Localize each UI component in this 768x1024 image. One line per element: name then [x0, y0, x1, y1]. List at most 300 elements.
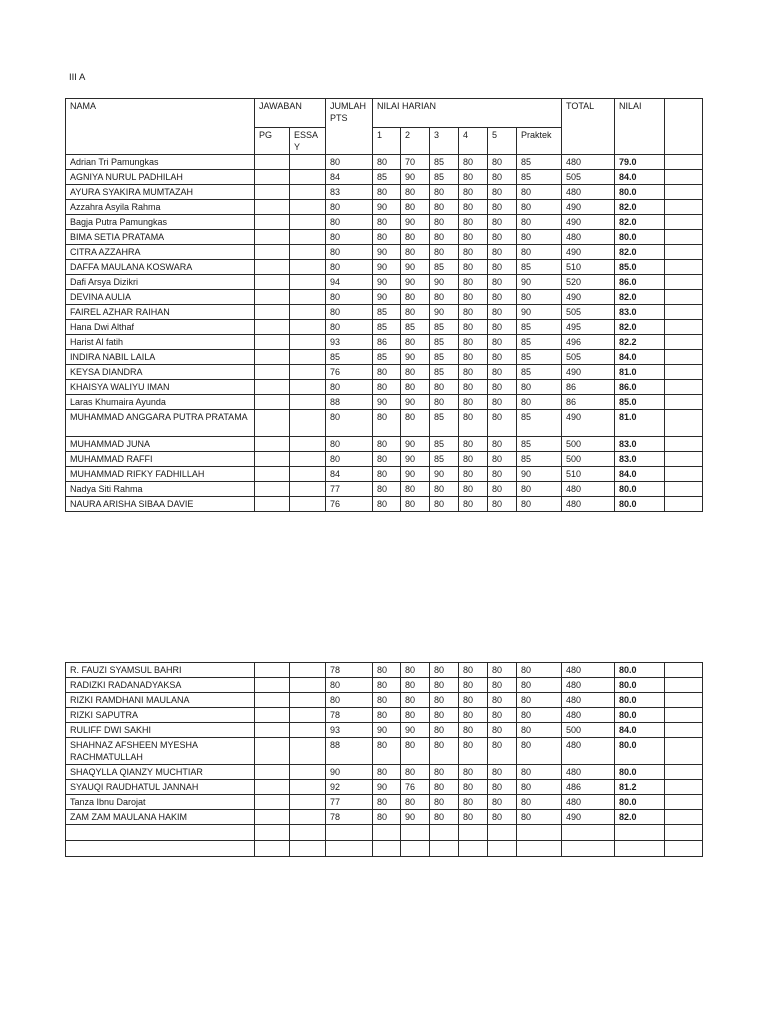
jumlah-pts-cell: 90 — [326, 765, 373, 780]
student-name-cell: AGNIYA NURUL PADHILAH — [66, 170, 255, 185]
jumlah-pts-cell: 78 — [326, 810, 373, 825]
table-row — [66, 678, 703, 693]
blank-cell — [665, 275, 703, 290]
nilai-harian-3-cell: 85 — [430, 350, 459, 365]
nilai-harian-4-cell: 80 — [459, 410, 488, 437]
jumlah-pts-cell: 85 — [326, 350, 373, 365]
essay-cell — [290, 380, 326, 395]
essay-cell — [290, 275, 326, 290]
nilai-harian-1-cell: 90 — [373, 395, 401, 410]
nilai-harian-1-cell: 85 — [373, 170, 401, 185]
table-row — [66, 765, 703, 780]
praktek-cell — [517, 825, 562, 841]
table-row — [66, 723, 703, 738]
nilai-harian-1-cell: 90 — [373, 200, 401, 215]
nilai-harian-1-cell: 85 — [373, 350, 401, 365]
total-cell: 500 — [562, 452, 615, 467]
total-cell: 480 — [562, 497, 615, 512]
total-cell: 495 — [562, 320, 615, 335]
total-cell: 505 — [562, 350, 615, 365]
nilai-harian-1-cell: 90 — [373, 290, 401, 305]
nilai-harian-1-cell: 80 — [373, 365, 401, 380]
total-cell: 480 — [562, 230, 615, 245]
praktek-cell: 85 — [517, 365, 562, 380]
header-h5: 5 — [488, 128, 517, 155]
jumlah-pts-cell: 93 — [326, 723, 373, 738]
nilai-harian-5-cell: 80 — [488, 395, 517, 410]
nilai-harian-5-cell: 80 — [488, 810, 517, 825]
header-row — [66, 99, 703, 128]
student-name-cell: FAIREL AZHAR RAIHAN — [66, 305, 255, 320]
nilai-harian-4-cell: 80 — [459, 437, 488, 452]
blank-cell — [665, 335, 703, 350]
nilai-harian-4-cell: 80 — [459, 810, 488, 825]
pg-cell — [255, 780, 290, 795]
nilai-harian-4-cell: 80 — [459, 350, 488, 365]
blank-cell — [665, 841, 703, 857]
nilai-harian-5-cell: 80 — [488, 320, 517, 335]
nilai-harian-5-cell: 80 — [488, 260, 517, 275]
nilai-harian-3-cell: 80 — [430, 765, 459, 780]
jumlah-pts-cell: 80 — [326, 380, 373, 395]
student-name-cell: KHAISYA WALIYU IMAN — [66, 380, 255, 395]
nilai-harian-2-cell: 80 — [401, 708, 430, 723]
table-row — [66, 738, 703, 765]
nilai-harian-5-cell: 80 — [488, 738, 517, 765]
nilai-harian-5-cell: 80 — [488, 437, 517, 452]
header-h4: 4 — [459, 128, 488, 155]
total-cell: 480 — [562, 693, 615, 708]
nilai-cell: 80.0 — [615, 663, 665, 678]
nilai-harian-5-cell: 80 — [488, 678, 517, 693]
nilai-harian-5-cell: 80 — [488, 663, 517, 678]
nilai-harian-4-cell: 80 — [459, 482, 488, 497]
nilai-harian-3-cell: 85 — [430, 437, 459, 452]
table-row — [66, 395, 703, 410]
nilai-harian-3-cell: 85 — [430, 365, 459, 380]
blank-cell — [665, 482, 703, 497]
nilai-harian-2-cell: 90 — [401, 395, 430, 410]
nilai-harian-5-cell: 80 — [488, 155, 517, 170]
nilai-harian-4-cell: 80 — [459, 260, 488, 275]
praktek-cell: 85 — [517, 335, 562, 350]
nilai-harian-3-cell: 80 — [430, 678, 459, 693]
nilai-harian-4-cell: 80 — [459, 678, 488, 693]
table-row — [66, 320, 703, 335]
total-cell: 480 — [562, 155, 615, 170]
nilai-harian-4-cell: 80 — [459, 708, 488, 723]
nilai-harian-3-cell: 85 — [430, 260, 459, 275]
blank-cell — [665, 365, 703, 380]
nilai-harian-2-cell: 80 — [401, 482, 430, 497]
student-name-cell: Dafi Arsya Dizikri — [66, 275, 255, 290]
nilai-harian-2-cell: 80 — [401, 663, 430, 678]
table-row — [66, 708, 703, 723]
praktek-cell: 80 — [517, 215, 562, 230]
blank-cell — [665, 437, 703, 452]
student-name-cell: Hana Dwi Althaf — [66, 320, 255, 335]
essay-cell — [290, 467, 326, 482]
nilai-harian-4-cell: 80 — [459, 155, 488, 170]
praktek-cell: 85 — [517, 170, 562, 185]
essay-cell — [290, 482, 326, 497]
praktek-cell: 80 — [517, 765, 562, 780]
blank-cell — [665, 170, 703, 185]
student-name-cell: Tanza Ibnu Darojat — [66, 795, 255, 810]
nilai-harian-3-cell: 80 — [430, 185, 459, 200]
praktek-cell: 85 — [517, 410, 562, 437]
nilai-harian-4-cell: 80 — [459, 215, 488, 230]
praktek-cell: 80 — [517, 290, 562, 305]
praktek-cell: 80 — [517, 482, 562, 497]
jumlah-pts-cell: 76 — [326, 497, 373, 512]
total-cell: 510 — [562, 260, 615, 275]
header-praktek: Praktek — [517, 128, 562, 155]
nilai-harian-1-cell: 80 — [373, 497, 401, 512]
blank-cell — [665, 678, 703, 693]
nilai-cell: 83.0 — [615, 437, 665, 452]
nilai-harian-5-cell: 80 — [488, 275, 517, 290]
table-row — [66, 260, 703, 275]
pg-cell — [255, 410, 290, 437]
nilai-harian-2-cell: 90 — [401, 452, 430, 467]
total-cell: 86 — [562, 380, 615, 395]
nilai-harian-5-cell: 80 — [488, 410, 517, 437]
header-pg: PG — [255, 128, 290, 155]
nilai-harian-5-cell: 80 — [488, 305, 517, 320]
student-name-cell: RIZKI RAMDHANI MAULANA — [66, 693, 255, 708]
blank-cell — [665, 467, 703, 482]
pg-cell — [255, 365, 290, 380]
table-row — [66, 365, 703, 380]
nilai-harian-3-cell: 80 — [430, 723, 459, 738]
nilai-cell: 83.0 — [615, 452, 665, 467]
nilai-cell: 80.0 — [615, 708, 665, 723]
student-name-cell: DAFFA MAULANA KOSWARA — [66, 260, 255, 275]
nilai-harian-2-cell: 80 — [401, 335, 430, 350]
pg-cell — [255, 305, 290, 320]
nilai-harian-2-cell: 90 — [401, 275, 430, 290]
blank-cell — [665, 663, 703, 678]
blank-cell — [665, 245, 703, 260]
header-nilai-harian: NILAI HARIAN — [373, 99, 562, 128]
essay-cell — [290, 215, 326, 230]
total-cell: 510 — [562, 467, 615, 482]
empty-row — [66, 841, 703, 857]
nilai-harian-2-cell: 80 — [401, 380, 430, 395]
essay-cell — [290, 738, 326, 765]
pg-cell — [255, 467, 290, 482]
total-cell: 480 — [562, 482, 615, 497]
nilai-harian-1-cell: 80 — [373, 437, 401, 452]
nilai-harian-3-cell: 85 — [430, 155, 459, 170]
nilai-harian-5-cell: 80 — [488, 380, 517, 395]
table-row — [66, 497, 703, 512]
nilai-harian-2-cell: 80 — [401, 245, 430, 260]
nilai-harian-2-cell — [401, 825, 430, 841]
total-cell — [562, 841, 615, 857]
nilai-harian-5-cell: 80 — [488, 290, 517, 305]
header-h1: 1 — [373, 128, 401, 155]
table-row — [66, 663, 703, 678]
pg-cell — [255, 482, 290, 497]
nilai-harian-2-cell: 85 — [401, 320, 430, 335]
nilai-harian-5-cell: 80 — [488, 215, 517, 230]
nilai-harian-2-cell: 90 — [401, 467, 430, 482]
praktek-cell: 80 — [517, 185, 562, 200]
nilai-harian-4-cell: 80 — [459, 170, 488, 185]
nilai-harian-2-cell: 80 — [401, 497, 430, 512]
nilai-harian-1-cell: 80 — [373, 765, 401, 780]
student-name-cell — [66, 841, 255, 857]
jumlah-pts-cell: 93 — [326, 335, 373, 350]
table-row — [66, 275, 703, 290]
total-cell: 490 — [562, 810, 615, 825]
nilai-harian-2-cell: 80 — [401, 200, 430, 215]
nilai-harian-1-cell: 80 — [373, 708, 401, 723]
student-name-cell — [66, 825, 255, 841]
nilai-harian-1-cell: 80 — [373, 215, 401, 230]
nilai-harian-1-cell: 85 — [373, 305, 401, 320]
pg-cell — [255, 841, 290, 857]
nilai-harian-3-cell: 80 — [430, 290, 459, 305]
header-h2: 2 — [401, 128, 430, 155]
essay-cell — [290, 825, 326, 841]
praktek-cell: 80 — [517, 663, 562, 678]
essay-cell — [290, 678, 326, 693]
header-essay: ESSA Y — [290, 128, 326, 155]
blank-cell — [665, 155, 703, 170]
header-h3: 3 — [430, 128, 459, 155]
essay-cell — [290, 350, 326, 365]
pg-cell — [255, 708, 290, 723]
nilai-harian-2-cell: 80 — [401, 795, 430, 810]
table-row — [66, 185, 703, 200]
nilai-harian-5-cell: 80 — [488, 230, 517, 245]
nilai-harian-4-cell: 80 — [459, 245, 488, 260]
jumlah-pts-cell: 88 — [326, 738, 373, 765]
table-row — [66, 215, 703, 230]
jumlah-pts-cell: 80 — [326, 452, 373, 467]
pg-cell — [255, 380, 290, 395]
blank-cell — [665, 395, 703, 410]
nilai-harian-3-cell: 90 — [430, 305, 459, 320]
nilai-harian-2-cell: 70 — [401, 155, 430, 170]
nilai-cell: 79.0 — [615, 155, 665, 170]
nilai-harian-1-cell: 80 — [373, 452, 401, 467]
nilai-harian-5-cell: 80 — [488, 482, 517, 497]
essay-cell — [290, 170, 326, 185]
praktek-cell: 90 — [517, 275, 562, 290]
nilai-harian-1-cell: 80 — [373, 810, 401, 825]
header-blank — [665, 99, 703, 155]
nilai-harian-4-cell: 80 — [459, 335, 488, 350]
table-row — [66, 380, 703, 395]
table-row — [66, 467, 703, 482]
nilai-harian-3-cell: 85 — [430, 410, 459, 437]
nilai-harian-4-cell: 80 — [459, 780, 488, 795]
jumlah-pts-cell — [326, 841, 373, 857]
jumlah-pts-cell: 84 — [326, 170, 373, 185]
jumlah-pts-cell: 80 — [326, 693, 373, 708]
pg-cell — [255, 452, 290, 467]
nilai-harian-4-cell — [459, 825, 488, 841]
nilai-harian-3-cell: 80 — [430, 497, 459, 512]
jumlah-pts-cell: 77 — [326, 482, 373, 497]
praktek-cell: 80 — [517, 678, 562, 693]
essay-cell — [290, 780, 326, 795]
student-name-cell: DEVINA AULIA — [66, 290, 255, 305]
grade-table-1 — [65, 98, 703, 512]
jumlah-pts-cell: 92 — [326, 780, 373, 795]
nilai-harian-4-cell: 80 — [459, 395, 488, 410]
pg-cell — [255, 497, 290, 512]
nilai-harian-4-cell: 80 — [459, 693, 488, 708]
nilai-harian-2-cell: 80 — [401, 185, 430, 200]
nilai-harian-1-cell: 80 — [373, 230, 401, 245]
nilai-cell: 84.0 — [615, 723, 665, 738]
pg-cell — [255, 230, 290, 245]
essay-cell — [290, 335, 326, 350]
nilai-harian-1-cell: 90 — [373, 723, 401, 738]
blank-cell — [665, 230, 703, 245]
blank-cell — [665, 380, 703, 395]
total-cell: 480 — [562, 185, 615, 200]
nilai-harian-2-cell — [401, 841, 430, 857]
nilai-harian-4-cell: 80 — [459, 497, 488, 512]
praktek-cell: 90 — [517, 467, 562, 482]
pg-cell — [255, 200, 290, 215]
pg-cell — [255, 693, 290, 708]
nilai-harian-3-cell: 80 — [430, 215, 459, 230]
nilai-harian-4-cell: 80 — [459, 200, 488, 215]
table-row — [66, 410, 703, 437]
nilai-harian-2-cell: 80 — [401, 305, 430, 320]
total-cell: 496 — [562, 335, 615, 350]
table-row — [66, 245, 703, 260]
blank-cell — [665, 723, 703, 738]
nilai-harian-3-cell: 80 — [430, 200, 459, 215]
grade-table-2 — [65, 662, 703, 857]
student-name-cell: Azzahra Asyila Rahma — [66, 200, 255, 215]
total-cell: 480 — [562, 738, 615, 765]
nilai-harian-4-cell: 80 — [459, 305, 488, 320]
blank-cell — [665, 738, 703, 765]
essay-cell — [290, 395, 326, 410]
nilai-cell: 80.0 — [615, 185, 665, 200]
student-name-cell: CITRA AZZAHRA — [66, 245, 255, 260]
nilai-harian-2-cell: 90 — [401, 350, 430, 365]
nilai-cell: 81.0 — [615, 410, 665, 437]
student-name-cell: RADIZKI RADANADYAKSA — [66, 678, 255, 693]
praktek-cell: 80 — [517, 200, 562, 215]
table-row — [66, 437, 703, 452]
pg-cell — [255, 723, 290, 738]
essay-cell — [290, 765, 326, 780]
table-row — [66, 230, 703, 245]
student-name-cell: ZAM ZAM MAULANA HAKIM — [66, 810, 255, 825]
nilai-cell: 80.0 — [615, 497, 665, 512]
nilai-harian-1-cell: 86 — [373, 335, 401, 350]
total-cell: 505 — [562, 305, 615, 320]
nilai-harian-3-cell: 80 — [430, 380, 459, 395]
pg-cell — [255, 395, 290, 410]
nilai-harian-5-cell: 80 — [488, 185, 517, 200]
nilai-cell: 80.0 — [615, 765, 665, 780]
essay-cell — [290, 497, 326, 512]
pg-cell — [255, 320, 290, 335]
nilai-harian-3-cell: 80 — [430, 395, 459, 410]
jumlah-pts-cell: 80 — [326, 200, 373, 215]
blank-cell — [665, 765, 703, 780]
student-name-cell: SHAHNAZ AFSHEEN MYESHA RACHMATULLAH — [66, 738, 255, 765]
nilai-harian-3-cell: 80 — [430, 795, 459, 810]
essay-cell — [290, 452, 326, 467]
praktek-cell: 80 — [517, 395, 562, 410]
total-cell: 490 — [562, 290, 615, 305]
nilai-harian-1-cell: 80 — [373, 380, 401, 395]
nilai-harian-3-cell: 80 — [430, 663, 459, 678]
essay-cell — [290, 365, 326, 380]
nilai-harian-3-cell: 85 — [430, 170, 459, 185]
jumlah-pts-cell: 80 — [326, 320, 373, 335]
total-cell: 490 — [562, 410, 615, 437]
nilai-harian-1-cell — [373, 841, 401, 857]
nilai-harian-2-cell: 80 — [401, 765, 430, 780]
nilai-harian-4-cell: 80 — [459, 765, 488, 780]
student-name-cell: Nadya Siti Rahma — [66, 482, 255, 497]
total-cell: 505 — [562, 170, 615, 185]
student-name-cell: AYURA SYAKIRA MUMTAZAH — [66, 185, 255, 200]
nilai-harian-3-cell: 80 — [430, 230, 459, 245]
essay-cell — [290, 290, 326, 305]
nilai-harian-5-cell: 80 — [488, 350, 517, 365]
nilai-cell: 83.0 — [615, 305, 665, 320]
nilai-harian-1-cell: 85 — [373, 320, 401, 335]
jumlah-pts-cell: 76 — [326, 365, 373, 380]
total-cell: 480 — [562, 795, 615, 810]
nilai-cell: 85.0 — [615, 260, 665, 275]
essay-cell — [290, 155, 326, 170]
pg-cell — [255, 275, 290, 290]
pg-cell — [255, 810, 290, 825]
praktek-cell: 80 — [517, 693, 562, 708]
praktek-cell: 80 — [517, 738, 562, 765]
nilai-cell: 80.0 — [615, 678, 665, 693]
nilai-harian-5-cell — [488, 841, 517, 857]
nilai-harian-4-cell: 80 — [459, 738, 488, 765]
nilai-harian-5-cell: 80 — [488, 765, 517, 780]
pg-cell — [255, 215, 290, 230]
nilai-harian-1-cell: 90 — [373, 275, 401, 290]
praktek-cell — [517, 841, 562, 857]
nilai-harian-3-cell: 90 — [430, 275, 459, 290]
blank-cell — [665, 320, 703, 335]
blank-cell — [665, 795, 703, 810]
blank-cell — [665, 290, 703, 305]
total-cell: 480 — [562, 765, 615, 780]
nilai-cell: 84.0 — [615, 350, 665, 365]
nilai-harian-2-cell: 90 — [401, 437, 430, 452]
table-row — [66, 780, 703, 795]
nilai-harian-1-cell — [373, 825, 401, 841]
nilai-harian-3-cell: 80 — [430, 245, 459, 260]
nilai-cell — [615, 841, 665, 857]
nilai-harian-5-cell — [488, 825, 517, 841]
nilai-harian-4-cell: 80 — [459, 723, 488, 738]
nilai-harian-4-cell: 80 — [459, 320, 488, 335]
essay-cell — [290, 708, 326, 723]
